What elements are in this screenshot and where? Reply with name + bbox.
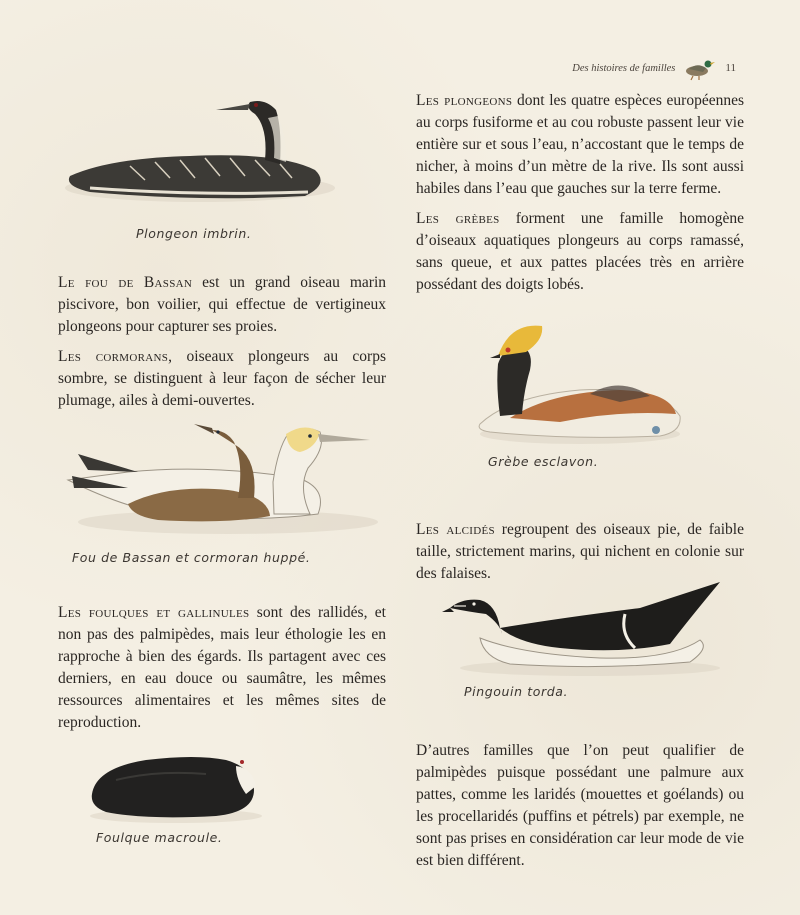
grebe-illustration	[470, 306, 690, 446]
text-plongeons: dont les quatre espèces européennes au corps fusiforme et au cou robuste passent leur vie entière sur et sous l’eau, n’accostant que le temps de nicher, à moins d’un mètre de la rive. Ils sont aussi habiles dans l’eau que gauches sur la terre ferme.	[416, 92, 744, 197]
text-autres: D’autres familles que l’on peut qualifier de palmipèdes puisque possédant une palmure aux pattes, comme les laridés (mouettes et goélands) ou les procellaridés (puffins et pétrels) par exemple, ne sont pas prises en considération car leur mode de vie est bien différent.	[416, 742, 744, 869]
paragraph-alcides	[416, 519, 744, 585]
paragraph-grebes	[416, 208, 744, 296]
lead-fou: Le fou de Bassan	[58, 274, 193, 291]
paragraph-fou	[58, 272, 386, 338]
text-alcides: regroupent des oiseaux pie, de faible taille, strictement marins, qui nichent en colonie sur des falaises.	[416, 521, 744, 582]
lead-cormorans: Les cormorans,	[58, 348, 173, 365]
paragraph-autres	[416, 740, 744, 872]
paragraph-foulques	[58, 602, 386, 734]
razorbill-illustration	[440, 578, 730, 678]
text-block-left-middle	[58, 272, 386, 412]
text-block-right-top	[416, 90, 744, 296]
lead-plongeons: Les plongeons	[416, 92, 513, 109]
caption-plongeon: Plongeon imbrin.	[136, 226, 252, 241]
text-block-right-bottom	[416, 740, 744, 872]
paragraph-plongeons	[416, 90, 744, 200]
text-fou: est un grand oiseau marin piscivore, bon voilier, qui effectue de vertigineux plongeons pour capturer ses proies.	[58, 274, 387, 335]
coot-illustration	[86, 734, 266, 824]
lead-foulques: Les foulques et gallinules	[58, 604, 250, 621]
text-grebes: forment une famille homogène d’oiseaux aquatiques plongeurs au corps ramassé, sans queue, et aux pattes placées très en arrière possédant des doigts lobés.	[416, 210, 744, 293]
page-number: 11	[725, 62, 736, 74]
section-title: Des histoires de familles	[572, 62, 676, 74]
duck-icon	[681, 56, 715, 80]
caption-fou-cormoran: Fou de Bassan et cormoran huppé.	[72, 550, 311, 565]
caption-grebe: Grèbe esclavon.	[488, 454, 599, 469]
loon-illustration	[50, 88, 340, 208]
lead-grebes: Les grèbes	[416, 210, 500, 227]
caption-foulque: Foulque macroule.	[96, 830, 223, 845]
running-header	[572, 56, 736, 80]
text-cormorans: oiseaux plongeurs au corps sombre, se distinguent à leur façon de sécher leur plumage, ailes à demi-ouvertes.	[58, 348, 386, 409]
text-block-right-middle	[416, 519, 744, 585]
text-block-left-bottom	[58, 602, 386, 734]
paragraph-cormorans	[58, 346, 386, 412]
gannet-cormorant-illustration	[58, 418, 378, 538]
lead-alcides: Les alcidés	[416, 521, 495, 538]
caption-pingouin: Pingouin torda.	[464, 684, 569, 699]
text-foulques: sont des rallidés, et non pas des palmipèdes, mais leur éthologie les en rapproche à bien des égards. Ils partagent avec ces derniers, en eau douce ou saumâtre, les mêmes ressources alimentaires et les mêmes sites de reproduction.	[58, 604, 386, 731]
